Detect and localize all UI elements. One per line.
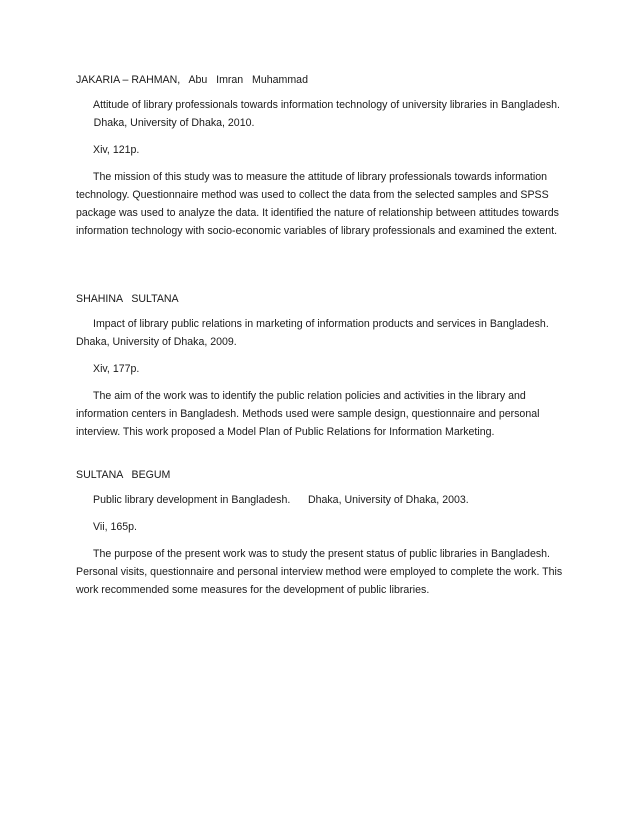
- entry-title-imprint: [76, 315, 576, 351]
- entry-imprint: Dhaka, University of Dhaka, 2009.: [76, 336, 237, 348]
- bibliography-entry-2: [76, 292, 576, 441]
- bibliography-entry-3: [76, 468, 576, 599]
- entry-author: JAKARIA – RAHMAN, Abu Imran Muhammad: [76, 74, 308, 86]
- entry-imprint: Dhaka, University of Dhaka, 2010.: [93, 117, 255, 129]
- entry-title: Public library development in Bangladesh.: [93, 494, 291, 506]
- entry-abstract: The mission of this study was to measure the attitude of library professionals towards information technology. Questionnaire method was used to collect the data from the selected samples and SPSS package was used to analyze the data. It identified the nature of relationship between attitudes towards information technology with socio-economic variables of library professionals and examined the extent.: [76, 171, 559, 237]
- entry-pages: Xiv, 177p.: [93, 363, 140, 375]
- entry-imprint: Dhaka, University of Dhaka, 2003.: [307, 494, 469, 506]
- entry-author: SULTANA BEGUM: [76, 469, 171, 481]
- entry-author: SHAHINA SULTANA: [76, 293, 179, 305]
- entry-pages: Xiv, 121p.: [93, 144, 140, 156]
- entry-pages: Vii, 165p.: [93, 521, 137, 533]
- entry-title: Attitude of library professionals towards information technology of university libraries in Bangladesh.: [93, 99, 560, 111]
- entry-abstract: The purpose of the present work was to study the present status of public libraries in Bangladesh. Personal visits, questionnaire and personal interview method were employed to complete the work. This work recommended some measures for the development of public libraries.: [76, 548, 563, 596]
- entry-abstract: The aim of the work was to identify the public relation policies and activities in the library and information centers in Bangladesh. Methods used were sample design, questionnaire and personal interview. This work proposed a Model Plan of Public Relations for Information Marketing.: [76, 390, 540, 438]
- bibliography-entry-1: [76, 73, 576, 240]
- entry-title-imprint: [76, 96, 576, 132]
- entry-title: Impact of library public relations in marketing of information products and services in Bangladesh.: [93, 318, 549, 330]
- entry-title-imprint: [76, 491, 576, 509]
